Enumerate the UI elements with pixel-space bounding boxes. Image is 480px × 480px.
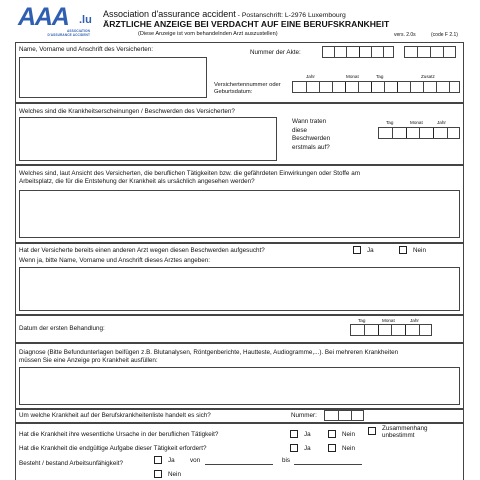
cause-undetermined-label: Zusammenhang unbestimmt xyxy=(382,425,428,439)
other-doctor-field[interactable] xyxy=(19,267,460,311)
cause-undetermined-checkbox[interactable] xyxy=(368,427,376,435)
form-version: vers. 2.0s xyxy=(394,32,416,38)
form-note: (Diese Anzeige ist vom behandelnden Arzt auszustellen) xyxy=(138,31,278,37)
birth-extra-caption: Zusatz xyxy=(421,74,435,79)
insured-name-field[interactable] xyxy=(19,57,207,98)
other-doctor-no-label: Nein xyxy=(413,247,426,254)
onset-date-field[interactable] xyxy=(378,127,460,139)
insured-number-field[interactable] xyxy=(292,81,460,93)
disease-number-field[interactable] xyxy=(324,410,364,421)
occupation-field[interactable] xyxy=(19,190,460,238)
first-treatment-date-field[interactable] xyxy=(350,324,432,336)
other-doctor-question: Hat der Versicherte bereits einen anderen Arzt wegen diesen Beschwerden aufgesucht? xyxy=(19,247,265,254)
occupation-label-line1: Welches sind, laut Ansicht des Versicherten, die beruflichen Tätigkeiten bzw. die gefährdeten Einwirkungen oder Stoffe am xyxy=(19,170,360,177)
logo-tld: .lu xyxy=(79,14,92,26)
incapacity-question: Besteht / bestand Arbeitsunfähigkeit? xyxy=(19,460,123,467)
incapacity-to-field[interactable] xyxy=(294,464,362,465)
incapacity-no-label: Nein xyxy=(168,471,181,478)
insured-name-label: Name, Vorname und Anschrift des Versicherten: xyxy=(19,46,154,53)
org-name: Association d'assurance accident xyxy=(103,9,236,19)
form-title: ÄRZTLICHE ANZEIGE BEI VERDACHT AUF EINE BERUFSKRANKHEIT xyxy=(103,19,390,29)
incapacity-yes-checkbox[interactable] xyxy=(154,456,162,464)
first-treatment-day-caption: Tag xyxy=(358,318,366,323)
quit-no-label: Nein xyxy=(342,445,355,452)
other-doctor-yes-label: Ja xyxy=(367,247,374,254)
cause-question: Hat die Krankheit ihre wesentliche Ursache in der beruflichen Tätigkeit? xyxy=(19,431,219,438)
onset-label: Wann traten diese Beschwerden erstmals auf? xyxy=(292,118,331,151)
diagnosis-label-line1: Diagnose (Bitte Befundunterlagen beifügen z.B. Blutanalysen, Röntgenberichte, Hautteste, Audiogramme,...). Bei mehreren Krankheiten xyxy=(19,349,399,356)
quit-no-checkbox[interactable] xyxy=(328,444,336,452)
incapacity-from-field[interactable] xyxy=(205,464,273,465)
cause-yes-label: Ja xyxy=(304,431,311,438)
cause-yes-checkbox[interactable] xyxy=(290,430,298,438)
logo-mark: AAA xyxy=(18,3,69,31)
other-doctor-followup-label: Wenn ja, bitte Name, Vorname und Anschrift dieses Arztes angeben: xyxy=(19,257,210,264)
logo-subtitle: ASSOCIATION D'ASSURANCE ACCIDENT xyxy=(47,29,90,37)
diagnosis-label-line2: müssen Sie eine Anzeige pro Krankheit ausfüllen: xyxy=(19,357,158,364)
incapacity-no-checkbox[interactable] xyxy=(154,470,162,478)
first-treatment-label: Datum der ersten Behandlung: xyxy=(19,325,105,332)
first-treatment-year-caption: Jahr xyxy=(410,318,419,323)
file-number-label: Nummer der Akte: xyxy=(250,49,301,56)
cause-no-checkbox[interactable] xyxy=(328,430,336,438)
symptoms-label: Welches sind die Krankheitserscheinungen / Beschwerden des Versicherten? xyxy=(19,108,235,115)
insured-number-label: Versichertennummer oder Geburtsdatum: xyxy=(214,82,281,95)
other-doctor-no-checkbox[interactable] xyxy=(399,246,407,254)
birth-day-caption: Tag xyxy=(376,74,384,79)
quit-yes-label: Ja xyxy=(304,445,311,452)
disease-list-label: Um welche Krankheit auf der Berufskrankheitenliste handelt es sich? xyxy=(19,412,211,419)
incapacity-to-label: bis xyxy=(282,457,291,464)
occupation-label-line2: Arbeitsplatz, die für die Entstehung der Krankheit als ursächlich angesehen werden? xyxy=(19,178,255,185)
symptoms-field[interactable] xyxy=(19,117,277,161)
incapacity-from-label: von xyxy=(190,457,201,464)
file-number-suffix-field[interactable] xyxy=(404,46,456,58)
file-number-field[interactable] xyxy=(322,46,394,58)
postal-address: - Postanschrift: L-2976 Luxembourg xyxy=(235,12,346,19)
first-treatment-month-caption: Monat xyxy=(382,318,395,323)
disease-number-label: Nummer: xyxy=(291,412,317,419)
diagnosis-field[interactable] xyxy=(19,367,460,405)
birth-year-caption: Jahr xyxy=(306,74,315,79)
form-code: (code F 2.1) xyxy=(431,32,458,38)
quit-yes-checkbox[interactable] xyxy=(290,444,298,452)
onset-year-caption: Jahr xyxy=(437,120,446,125)
quit-question: Hat die Krankheit die endgültige Aufgabe dieser Tätigkeit erfordert? xyxy=(19,445,207,452)
cause-no-label: Nein xyxy=(342,431,355,438)
other-doctor-yes-checkbox[interactable] xyxy=(353,246,361,254)
onset-day-caption: Tag xyxy=(386,120,394,125)
birth-month-caption: Monat xyxy=(346,74,359,79)
onset-month-caption: Monat xyxy=(410,120,423,125)
incapacity-yes-label: Ja xyxy=(168,457,175,464)
